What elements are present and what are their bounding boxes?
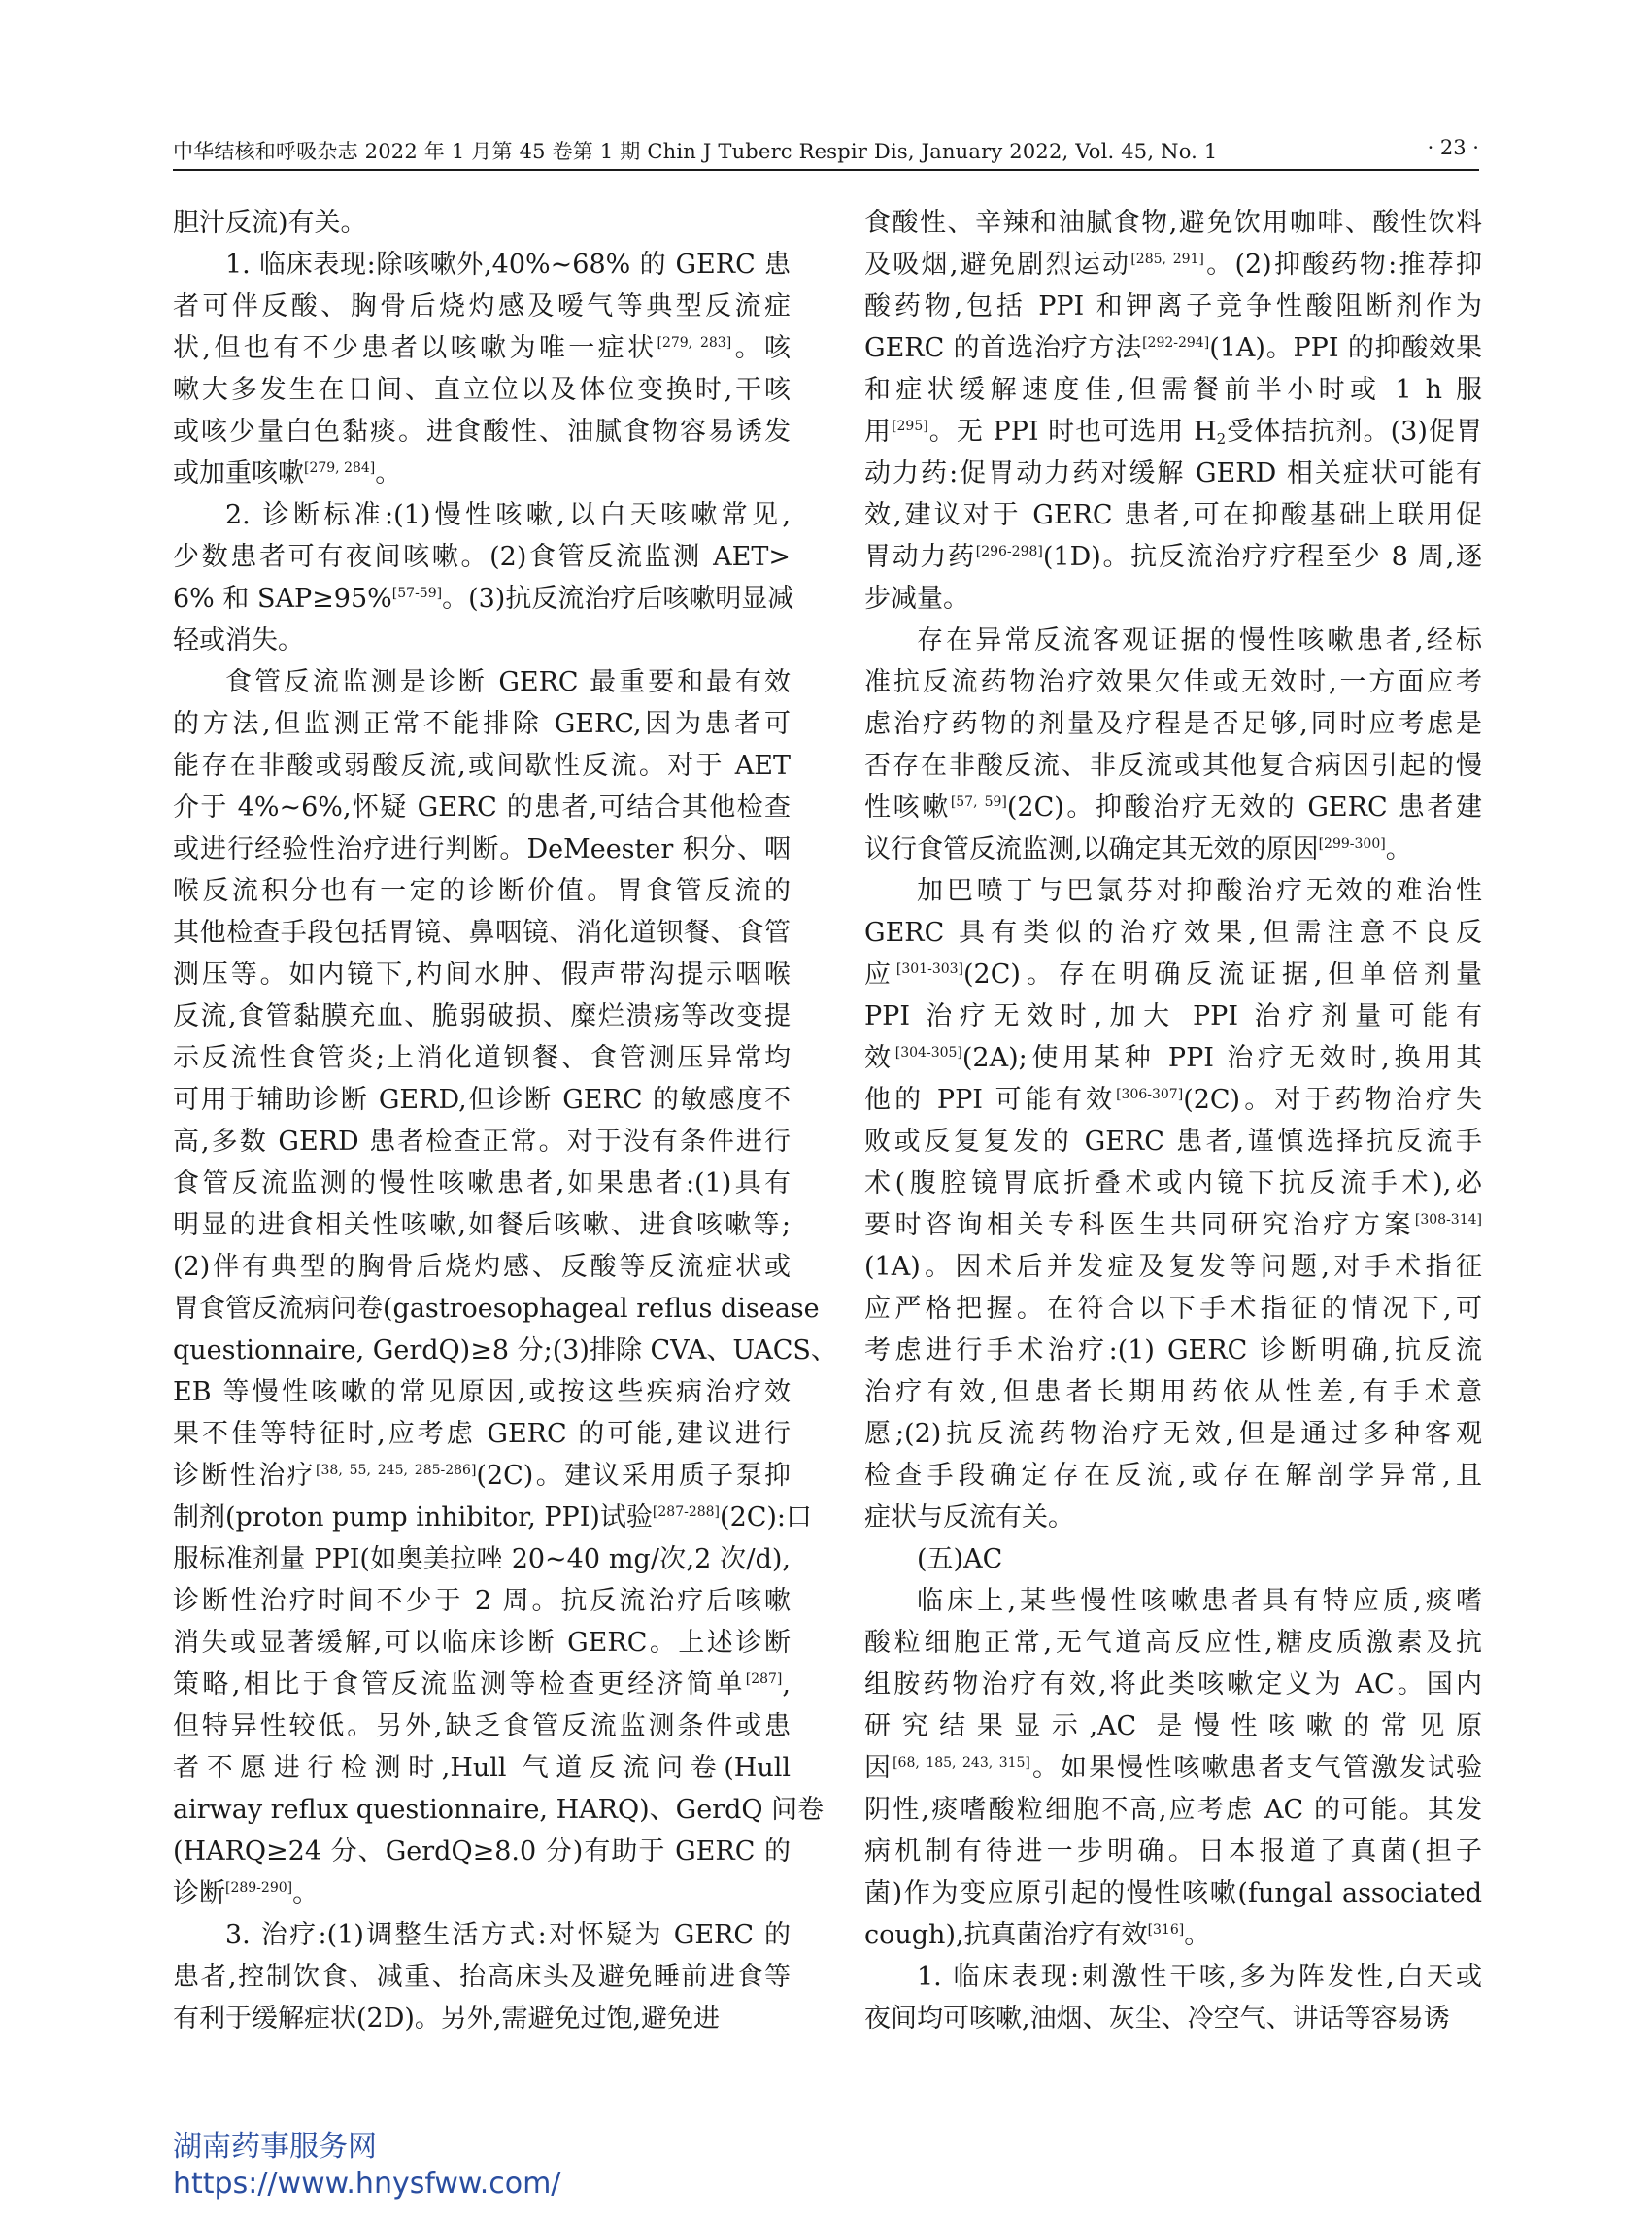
text-line: 因[68, 185, 243, 315]。如果慢性咳嗽患者支气管激发试验 [864, 1753, 1483, 1783]
text-line: 2. 诊断标准:(1)慢性咳嗽,以白天咳嗽常见, [225, 500, 791, 530]
text-line: 他的 PPI 可能有效[306-307](2C)。对于药物治疗失 [864, 1085, 1482, 1115]
text-line: 应严格把握。在符合以下手术指征的情况下,可 [864, 1294, 1482, 1324]
text-line: 胃动力药[296-298](1D)。抗反流治疗疗程至少 8 周,逐 [864, 542, 1482, 572]
text-line: 要时咨询相关专科医生共同研究治疗方案[308-314] [864, 1210, 1482, 1240]
text-line: 酸粒细胞正常,无气道高反应性,糖皮质激素及抗 [864, 1628, 1482, 1658]
text-line: GERC 的首选治疗方法[292-294](1A)。PPI 的抑酸效果 [864, 333, 1482, 363]
text-line: (1A)。因术后并发症及复发等问题,对手术指征 [864, 1252, 1482, 1282]
text-line: 检查手段确定存在反流,或存在解剖学异常,且 [864, 1461, 1482, 1491]
text-line: (HARQ≥24 分、GerdQ≥8.0 分)有助于 GERC 的 [173, 1837, 791, 1867]
watermark[interactable] [173, 2129, 560, 2203]
text-line: 效,建议对于 GERC 患者,可在抑酸基础上联用促 [864, 500, 1482, 530]
text-line: 者不愿进行检测时,Hull 气道反流问卷(Hull [173, 1753, 791, 1783]
text-line: 嗽大多发生在日间、直立位以及体位变换时,干咳 [173, 375, 791, 405]
text-line: 服标准剂量 PPI(如奥美拉唑 20~40 mg/次,2 次/d), [173, 1544, 791, 1574]
text-line: 轻或消失。 [173, 625, 304, 656]
text-line: 或加重咳嗽[279, 284]。 [173, 458, 402, 489]
running-header [173, 134, 1479, 171]
text-line: 食管反流监测是诊断 GERC 最重要和最有效 [225, 667, 791, 697]
text-line: 研究结果显示,AC 是慢性咳嗽的常见原 [864, 1711, 1482, 1741]
text-line: 议行食管反流监测,以确定其无效的原因[299-300]。 [864, 834, 1412, 864]
text-line: 喉反流积分也有一定的诊断价值。胃食管反流的 [173, 876, 791, 906]
journal-citation: 中华结核和呼吸杂志 2022 年 1 月第 45 卷第 1 期 Chin J Tuberc Respir Dis, January 2022, Vol. 45, No. 1 [173, 140, 1218, 163]
text-line: 酸药物,包括 PPI 和钾离子竞争性酸阻断剂作为 [864, 291, 1482, 321]
text-line: 果不佳等特征时,应考虑 GERC 的可能,建议进行 [173, 1419, 791, 1449]
text-line: 胆汁反流)有关。 [173, 208, 367, 238]
watermark-site-name: 湖南药事服务网 [173, 2130, 377, 2164]
text-line: 术(腹腔镜胃底折叠术或内镜下抗反流手术),必 [864, 1168, 1482, 1198]
text-line: 用[295]。无 PPI 时也可选用 $H_2$受体拮抗剂。(3)促胃 [864, 417, 1482, 448]
text-line: 可用于辅助诊断 GERD,但诊断 GERC 的敏感度不 [173, 1085, 791, 1115]
text-line: 制剂(proton pump inhibitor, PPI)试验[287-288](2C):口 [173, 1502, 813, 1533]
text-line: 少数患者可有夜间咳嗽。(2)食管反流监测 AET> [173, 542, 791, 572]
text-line: 示反流性食管炎;上消化道钡餐、食管测压异常均 [173, 1043, 791, 1073]
text-line: 治疗有效,但患者长期用药依从性差,有手术意 [864, 1377, 1482, 1407]
text-line: PPI 治疗无效时,加大 PPI 治疗剂量可能有 [864, 1001, 1482, 1031]
text-line: 愿;(2)抗反流药物治疗无效,但是通过多种客观 [864, 1419, 1482, 1449]
text-line: 或进行经验性治疗进行判断。DeMeester 积分、咽 [173, 834, 791, 864]
text-line: 反流,食管黏膜充血、脆弱破损、糜烂溃疡等改变提 [173, 1001, 791, 1031]
text-line: 策略,相比于食管反流监测等检查更经济简单[287], [173, 1669, 791, 1700]
left-column [173, 202, 837, 2040]
text-line: 3. 治疗:(1)调整生活方式:对怀疑为 GERC 的 [225, 1920, 791, 1950]
text-line: 诊断[289-290]。 [173, 1878, 320, 1908]
text-line: 患者,控制饮食、减重、抬高床头及避免睡前进食等 [173, 1962, 791, 1992]
text-line: 食管反流监测的慢性咳嗽患者,如果患者:(1)具有 [173, 1168, 791, 1198]
text-line: 动力药:促胃动力药对缓解 GERD 相关症状可能有 [864, 458, 1482, 489]
text-line: 或咳少量白色黏痰。进食酸性、油腻食物容易诱发 [173, 417, 791, 447]
text-line: 6% 和 SAP≥95%[57-59]。(3)抗反流治疗后咳嗽明显减 [173, 584, 794, 614]
text-line: 1. 临床表现:除咳嗽外,40%~68% 的 GERC 患 [225, 250, 791, 280]
watermark-url[interactable]: https://www.hnysfww.com/ [173, 2167, 561, 2201]
text-line: 否存在非酸反流、非反流或其他复合病因引起的慢 [864, 751, 1482, 781]
text-line: 测压等。如内镜下,杓间水肿、假声带沟提示咽喉 [173, 960, 791, 990]
text-line: 有利于缓解症状(2D)。另外,需避免过饱,避免进 [173, 2004, 721, 2034]
text-line: 步减量。 [864, 584, 969, 614]
text-line: 诊断性治疗[38, 55, 245, 285-286](2C)。建议采用质子泵抑 [173, 1461, 791, 1491]
text-line: 者可伴反酸、胸骨后烧灼感及嗳气等典型反流症 [173, 291, 791, 321]
text-line: 诊断性治疗时间不少于 2 周。抗反流治疗后咳嗽 [173, 1586, 791, 1616]
text-line: 夜间均可咳嗽,油烟、灰尘、冷空气、讲话等容易诱 [864, 2004, 1450, 2034]
text-line: 但特异性较低。另外,缺乏食管反流监测条件或患 [173, 1711, 791, 1741]
text-line: 其他检查手段包括胃镜、鼻咽镜、消化道钡餐、食管 [173, 918, 791, 948]
text-line: 胃食管反流病问卷(gastroesophageal reflus disease [173, 1294, 820, 1324]
text-line: GERC 具有类似的治疗效果,但需注意不良反 [864, 918, 1482, 948]
text-line: 准抗反流药物治疗效果欠佳或无效时,一方面应考 [864, 667, 1482, 697]
text-line: 症状与反流有关。 [864, 1502, 1074, 1533]
page-number: · 23 · [1427, 136, 1479, 159]
text-line: 考虑进行手术治疗:(1) GERC 诊断明确,抗反流 [864, 1335, 1482, 1365]
text-line: 和症状缓解速度佳,但需餐前半小时或 1 h 服 [864, 375, 1482, 405]
text-line: 介于 4%~6%,怀疑 GERC 的患者,可结合其他检查 [173, 792, 791, 823]
text-line: 菌)作为变应原引起的慢性咳嗽(fungal associated [864, 1878, 1482, 1908]
text-line: 食酸性、辛辣和油腻食物,避免饮用咖啡、酸性饮料 [864, 208, 1482, 238]
text-line: 明显的进食相关性咳嗽,如餐后咳嗽、进食咳嗽等; [173, 1210, 791, 1240]
text-line: 性咳嗽[57, 59](2C)。抑酸治疗无效的 GERC 患者建 [864, 792, 1483, 823]
text-line: 败或反复复发的 GERC 患者,谨慎选择抗反流手 [864, 1127, 1482, 1157]
text-line: (五)AC [917, 1544, 1003, 1574]
text-line: 状,但也有不少患者以咳嗽为唯一症状[279, 283]。咳 [173, 333, 791, 363]
text-line: 组胺药物治疗有效,将此类咳嗽定义为 AC。国内 [864, 1669, 1482, 1700]
text-line: 加巴喷丁与巴氯芬对抑酸治疗无效的难治性 [917, 876, 1482, 906]
text-line: questionnaire, GerdQ)≥8 分;(3)排除 CVA、UACS、 [173, 1335, 837, 1365]
text-line: (2)伴有典型的胸骨后烧灼感、反酸等反流症状或 [173, 1252, 791, 1282]
text-line: 临床上,某些慢性咳嗽患者具有特应质,痰嗜 [917, 1586, 1482, 1616]
text-line: 病机制有待进一步明确。日本报道了真菌(担子 [864, 1837, 1482, 1867]
text-line: 的方法,但监测正常不能排除 GERC,因为患者可 [173, 709, 791, 739]
text-line: 虑治疗药物的剂量及疗程是否足够,同时应考虑是 [864, 709, 1482, 739]
text-line: EB 等慢性咳嗽的常见原因,或按这些疾病治疗效 [173, 1377, 791, 1407]
right-column [864, 202, 1482, 2040]
text-line: airway reflux questionnaire, HARQ)、GerdQ 问卷 [173, 1795, 825, 1825]
text-line: 能存在非酸或弱酸反流,或间歇性反流。对于 AET [173, 751, 791, 781]
text-line: 存在异常反流客观证据的慢性咳嗽患者,经标 [917, 625, 1482, 656]
text-line: cough),抗真菌治疗有效[316]。 [864, 1920, 1211, 1950]
text-line: 应[301-303](2C)。存在明确反流证据,但单倍剂量 [864, 960, 1482, 990]
text-line: 阴性,痰嗜酸粒细胞不高,应考虑 AC 的可能。其发 [864, 1795, 1482, 1825]
text-line: 1. 临床表现:刺激性干咳,多为阵发性,白天或 [917, 1962, 1482, 1992]
text-line: 及吸烟,避免剧烈运动[285, 291]。(2)抑酸药物:推荐抑 [864, 250, 1482, 280]
text-line: 消失或显著缓解,可以临床诊断 GERC。上述诊断 [173, 1628, 791, 1658]
text-line: 高,多数 GERD 患者检查正常。对于没有条件进行 [173, 1127, 791, 1157]
text-line: 效[304-305](2A);使用某种 PPI 治疗无效时,换用其 [864, 1043, 1483, 1073]
